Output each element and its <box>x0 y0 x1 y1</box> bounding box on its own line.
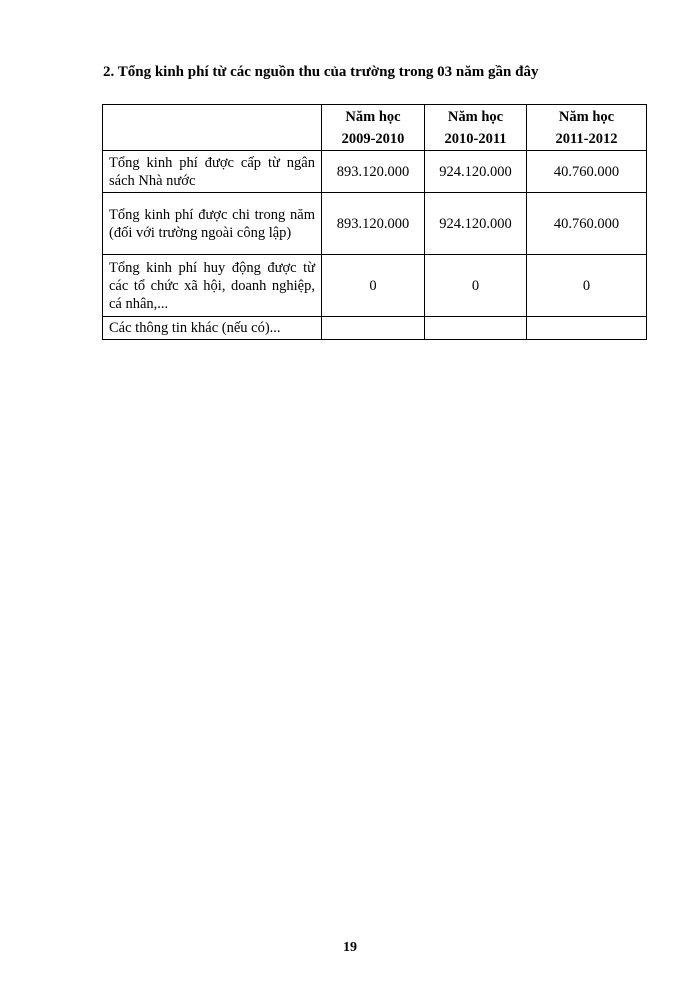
value-cell: 0 <box>425 255 527 317</box>
value-cell: 40.760.000 <box>527 193 647 255</box>
budget-table <box>102 104 647 340</box>
header-cell-2010-2011 <box>425 105 527 151</box>
row-label: Tổng kinh phí được chi trong năm (đối với trường ngoài công lập) <box>103 193 322 255</box>
value-cell: 893.120.000 <box>322 151 425 193</box>
value-cell: 0 <box>322 255 425 317</box>
header-cell-2009-2010 <box>322 105 425 151</box>
row-label: Các thông tin khác (nếu có)... <box>103 317 322 340</box>
table-row-other-info <box>103 317 647 340</box>
row-label: Tổng kinh phí huy động được từ các tổ chức xã hội, doanh nghiệp, cá nhân,... <box>103 255 322 317</box>
header-label: Năm học <box>558 108 615 125</box>
table-row-state-budget <box>103 151 647 193</box>
header-label: Năm học <box>447 108 504 125</box>
section-heading: 2. Tổng kinh phí từ các nguồn thu của trường trong 03 năm gần đây <box>103 64 539 80</box>
table-row-annual-spending <box>103 193 647 255</box>
header-label: Năm học <box>345 108 401 125</box>
value-cell: 0 <box>527 255 647 317</box>
header-year: 2011-2012 <box>555 130 618 147</box>
value-cell <box>527 317 647 340</box>
table-row-mobilized-funds <box>103 255 647 317</box>
page-number: 19 <box>343 940 357 955</box>
value-cell <box>425 317 527 340</box>
header-corner-cell <box>103 105 322 151</box>
value-cell: 924.120.000 <box>425 193 527 255</box>
header-cell-2011-2012 <box>527 105 647 151</box>
value-cell <box>322 317 425 340</box>
table-header-row <box>103 105 647 151</box>
header-year: 2009-2010 <box>341 130 405 147</box>
value-cell: 924.120.000 <box>425 151 527 193</box>
value-cell: 40.760.000 <box>527 151 647 193</box>
value-cell: 893.120.000 <box>322 193 425 255</box>
row-label: Tổng kinh phí được cấp từ ngân sách Nhà nước <box>103 151 322 193</box>
header-year: 2010-2011 <box>444 130 507 147</box>
